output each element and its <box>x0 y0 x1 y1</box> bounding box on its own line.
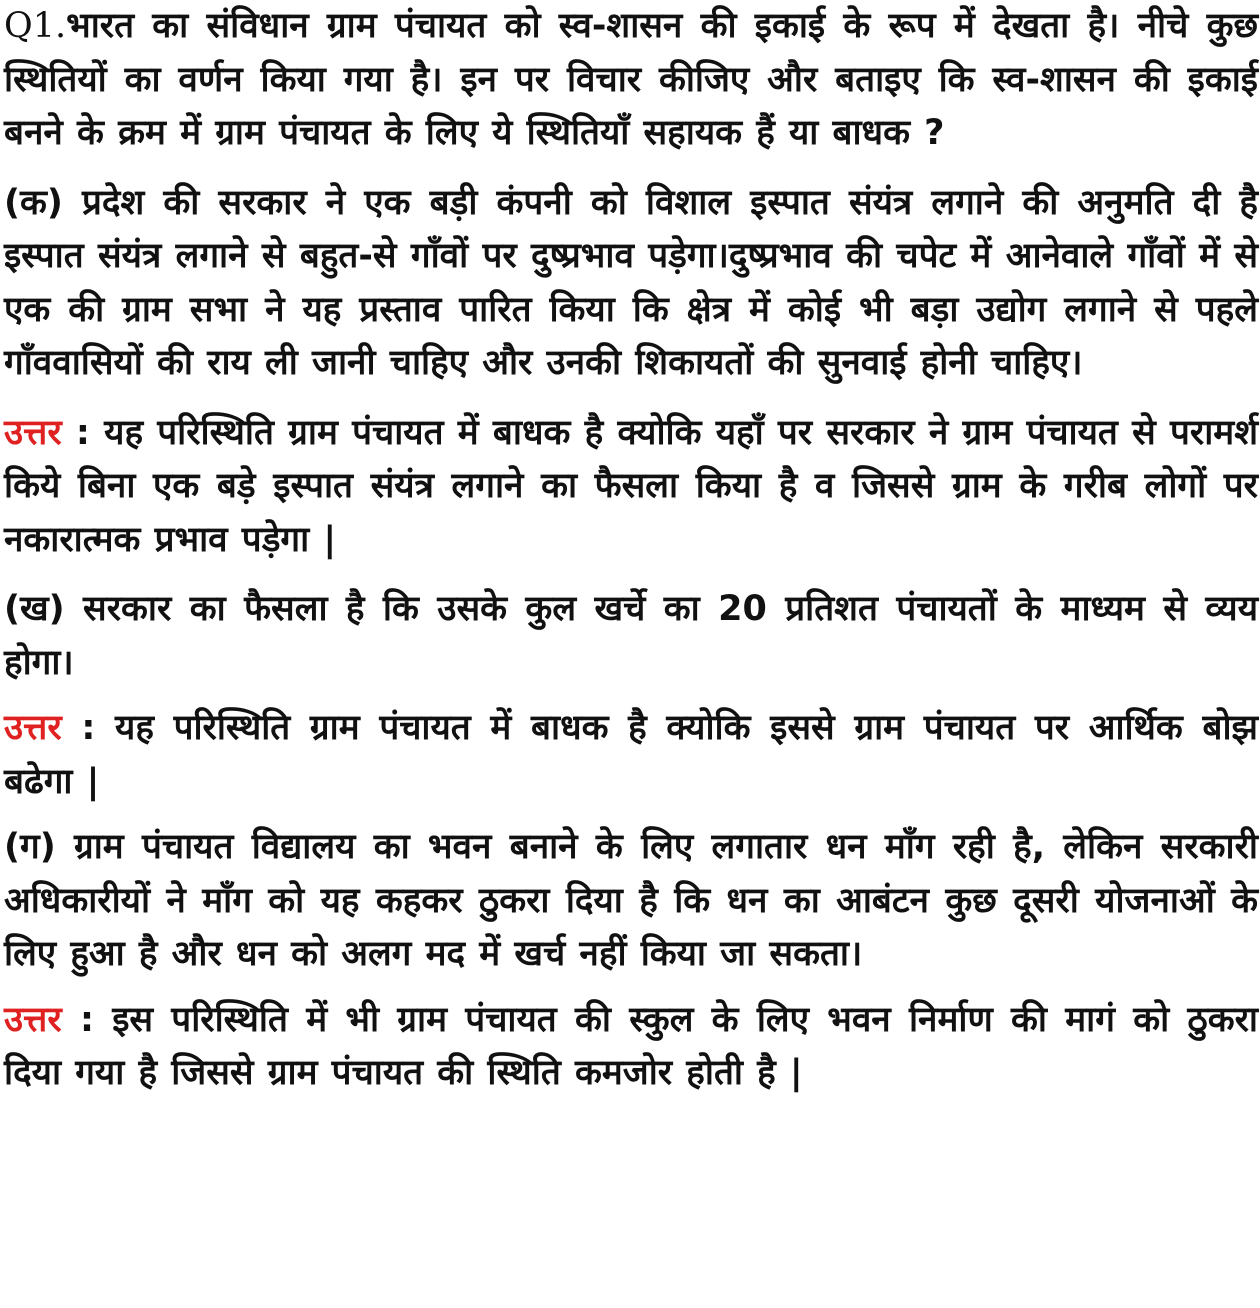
situation-c-text: (ग) ग्राम पंचायत विद्यालय का भवन बनाने के लिए लगातार धन माँग रही है, लेकिन सरकारी अधिकारीयों ने माँग को यह कहकर ठुकरा दिया है कि धन का आबंटन कुछ दूसरी योजनाओं के लिए हुआ है और धन को अलग मद में खर्च नहीं किया जा सकता। <box>4 827 1258 974</box>
answer-a-text: : यह परिस्थिति ग्राम पंचायत में बाधक है क्योकि यहाँ पर सरकार ने ग्राम पंचायत से परामर्श किये बिना एक बड़े इस्पात संयंत्र लगाने का फैसला किया है व जिससे ग्राम के गरीब लोगों पर नकारात्मक प्रभाव पड़ेगा | <box>4 412 1258 560</box>
answer-c <box>4 994 1258 1101</box>
question-paragraph <box>4 0 1258 161</box>
answer-b-text: : यह परिस्थिति ग्राम पंचायत में बाधक है क्योकि इससे ग्राम पंचायत पर आर्थिक बोझ बढेगा | <box>4 708 1258 802</box>
situation-b-text: (ख) सरकार का फैसला है कि उसके कुल खर्चे का 20 प्रतिशत पंचायतों के माध्यम से व्यय होगा। <box>4 589 1258 683</box>
situation-c <box>4 821 1258 982</box>
answer-b <box>4 702 1258 809</box>
situation-a-text: (क) प्रदेश की सरकार ने एक बड़ी कंपनी को विशाल इस्पात संयंत्र लगाने की अनुमति दी है इस्पात संयंत्र लगाने से बहुत-से गाँवों पर दुष्प्रभाव पड़ेगा।दुष्प्रभाव की चपेट में आनेवाले गाँवों में से एक की ग्राम सभा ने यह प्रस्ताव पारित किया कि क्षेत्र में कोई भी बड़ा उद्योग लगाने से पहले गाँववासियों की राय ली जानी चाहिए और उनकी शिकायतों की सुनवाई होनी चाहिए। <box>4 182 1258 383</box>
situation-b <box>4 583 1258 690</box>
answer-c-text: : इस परिस्थिति में भी ग्राम पंचायत की स्कुल के लिए भवन निर्माण की मागं को ठुकरा दिया गया है जिससे ग्राम पंचायत की स्थिति कमजोर होती है | <box>4 999 1258 1093</box>
answer-c-label: उत्तर <box>4 999 62 1040</box>
situation-a <box>4 177 1258 391</box>
question-number: Q1. <box>4 6 67 46</box>
answer-b-label: उत्तर <box>4 708 62 748</box>
question-text: भारत का संविधान ग्राम पंचायत को स्व-शासन की इकाई के रूप में देखता है। नीचे कुछ स्थितियों का वर्णन किया गया है। इन पर विचार कीजिए और बताइए कि स्व-शासन की इकाई बनने के क्रम में ग्राम पंचायत के लिए ये स्थितियाँ सहायक हैं या बाधक ? <box>4 6 1258 153</box>
answer-a-label: उत्तर <box>4 412 62 453</box>
answer-a <box>4 407 1258 568</box>
